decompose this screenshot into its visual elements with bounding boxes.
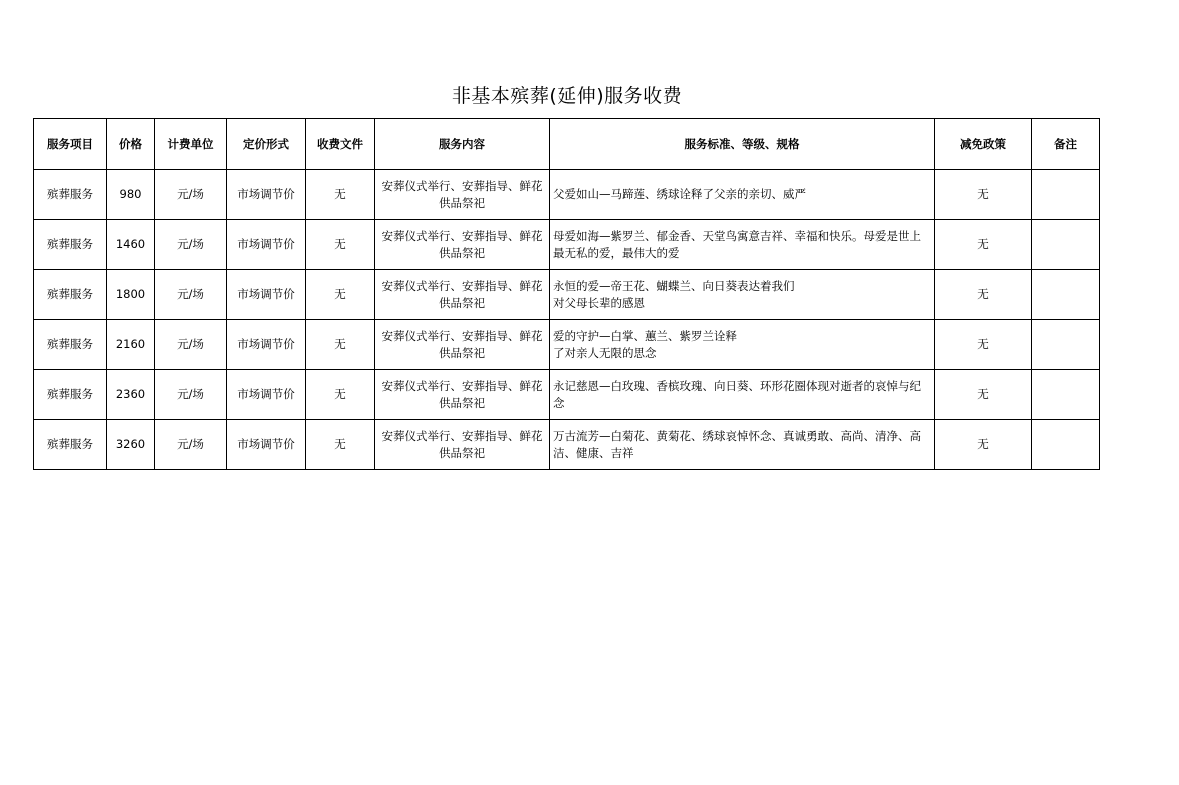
cell-remark [1032,270,1100,320]
cell-unit: 元/场 [155,220,227,270]
cell-item: 殡葬服务 [34,170,107,220]
cell-remark [1032,220,1100,270]
cell-content: 安葬仪式举行、安葬指导、鲜花供品祭祀 [375,320,550,370]
cell-standard: 永恒的爱—帝王花、蝴蝶兰、向日葵表达着我们 对父母长辈的感恩 [550,270,935,320]
cell-doc: 无 [306,370,375,420]
cell-item: 殡葬服务 [34,320,107,370]
cell-price: 1800 [107,270,155,320]
cell-doc: 无 [306,320,375,370]
header-item: 服务项目 [34,119,107,170]
cell-remark [1032,320,1100,370]
cell-item: 殡葬服务 [34,420,107,470]
table-row [34,170,1100,220]
cell-remark [1032,420,1100,470]
cell-remark [1032,170,1100,220]
header-price: 价格 [107,119,155,170]
table-row [34,220,1100,270]
cell-price: 2360 [107,370,155,420]
cell-standard: 母爱如海—紫罗兰、郁金香、天堂鸟寓意吉祥、幸福和快乐。母爱是世上最无私的爱，最伟大的爱 [550,220,935,270]
header-content: 服务内容 [375,119,550,170]
cell-pricing: 市场调节价 [227,370,306,420]
cell-pricing: 市场调节价 [227,270,306,320]
cell-pricing: 市场调节价 [227,220,306,270]
cell-unit: 元/场 [155,320,227,370]
cell-policy: 无 [935,170,1032,220]
header-policy: 减免政策 [935,119,1032,170]
header-remark: 备注 [1032,119,1100,170]
cell-standard: 万古流芳—白菊花、黄菊花、绣球哀悼怀念、真诚勇敢、高尚、清净、高洁、健康、吉祥 [550,420,935,470]
cell-price: 1460 [107,220,155,270]
cell-policy: 无 [935,420,1032,470]
cell-content: 安葬仪式举行、安葬指导、鲜花供品祭祀 [375,170,550,220]
cell-price: 980 [107,170,155,220]
cell-item: 殡葬服务 [34,370,107,420]
cell-price: 2160 [107,320,155,370]
cell-content: 安葬仪式举行、安葬指导、鲜花供品祭祀 [375,420,550,470]
cell-standard: 永记慈恩—白玫瑰、香槟玫瑰、向日葵、环形花圈体现对逝者的哀悼与纪念 [550,370,935,420]
cell-content: 安葬仪式举行、安葬指导、鲜花供品祭祀 [375,220,550,270]
header-doc: 收费文件 [306,119,375,170]
cell-doc: 无 [306,420,375,470]
cell-item: 殡葬服务 [34,220,107,270]
cell-unit: 元/场 [155,270,227,320]
table-header-row [34,119,1100,170]
cell-pricing: 市场调节价 [227,420,306,470]
cell-pricing: 市场调节价 [227,320,306,370]
table-row [34,420,1100,470]
cell-standard: 爱的守护—白掌、蕙兰、紫罗兰诠释 了对亲人无限的思念 [550,320,935,370]
page-title: 非基本殡葬(延伸)服务收费 [451,85,683,107]
table-row [34,370,1100,420]
cell-policy: 无 [935,270,1032,320]
header-pricing: 定价形式 [227,119,306,170]
table-row [34,270,1100,320]
cell-policy: 无 [935,370,1032,420]
cell-policy: 无 [935,320,1032,370]
header-standard: 服务标准、等级、规格 [550,119,935,170]
cell-content: 安葬仪式举行、安葬指导、鲜花供品祭祀 [375,370,550,420]
cell-doc: 无 [306,170,375,220]
cell-unit: 元/场 [155,420,227,470]
header-unit: 计费单位 [155,119,227,170]
cell-price: 3260 [107,420,155,470]
cell-standard: 父爱如山—马蹄莲、绣球诠释了父亲的亲切、威严 [550,170,935,220]
cell-remark [1032,370,1100,420]
cell-unit: 元/场 [155,170,227,220]
cell-doc: 无 [306,270,375,320]
cell-item: 殡葬服务 [34,270,107,320]
table-row [34,320,1100,370]
cell-pricing: 市场调节价 [227,170,306,220]
cell-unit: 元/场 [155,370,227,420]
cell-content: 安葬仪式举行、安葬指导、鲜花供品祭祀 [375,270,550,320]
fee-table [33,118,1100,470]
cell-policy: 无 [935,220,1032,270]
cell-doc: 无 [306,220,375,270]
